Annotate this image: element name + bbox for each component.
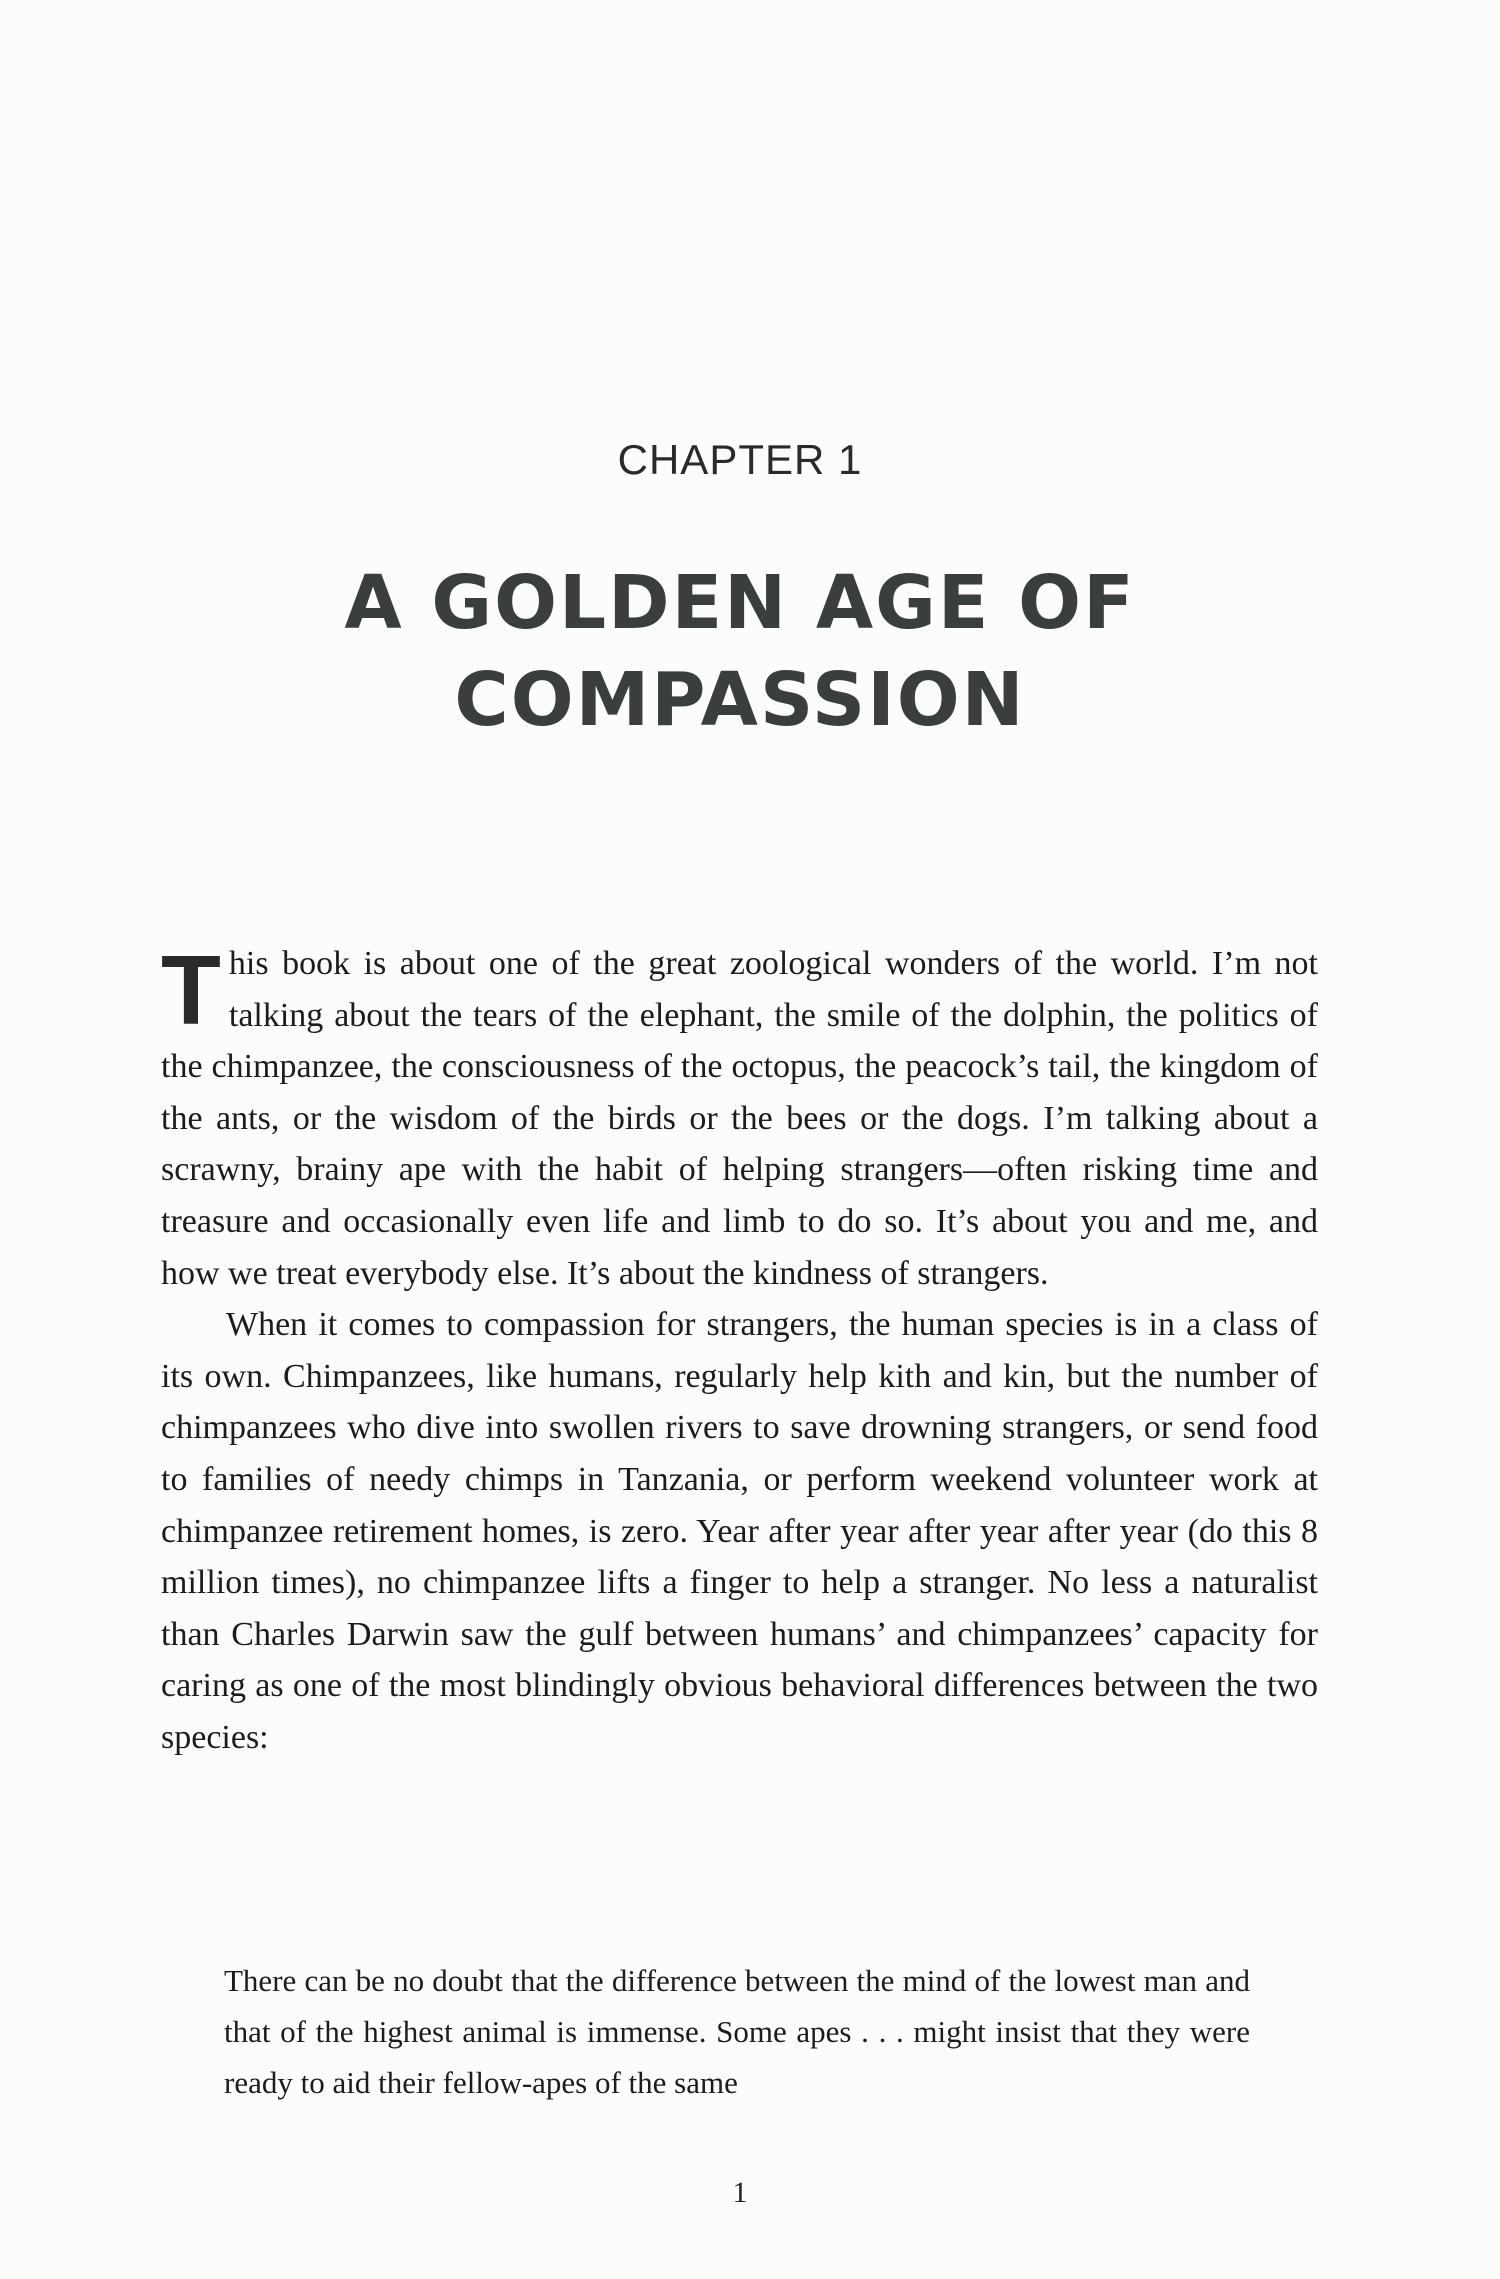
paragraph-2: When it comes to compassion for strangers, the human species is in a class of its own. Chimpanzees, like humans, regularly help kith and kin, but the number of chimpanzees who dive into swollen rivers to save drowning strangers, or send food to families of needy chimps in Tanzania, or perform weekend volunteer work at chimpanzee retirement homes, is zero. Year after year after year after year (do this 8 million times), no chimpanzee lifts a finger to help a stranger. No less a naturalist than Charles Darwin saw the gulf between humans’ and chimpanzees’ capacity for caring as one of the most blindingly obvious behavioral differences between the two species: [161,1306,1318,1756]
drop-cap: T [161,935,221,1045]
chapter-title-line-2: COMPASSION [454,657,1026,743]
chapter-label: CHAPTER 1 [617,436,863,483]
block-quote-text: There can be no doubt that the difference between the mind of the lowest man and that of the highest animal is immense. Some apes . . . might insist that they were ready to aid their fellow-apes of the same [224,1963,1250,2100]
block-quote [224,1955,1250,2108]
chapter-title [0,555,1480,749]
body-text [161,935,1318,1764]
paragraph-1 [161,935,1318,1299]
page-number: 1 [732,2176,748,2209]
paragraph-1-text: his book is about one of the great zoological wonders of the world. I’m not talking about the tears of the elephant, the smile of the dolphin, the politics of the chimpanzee, the consciousness of the octopus, the peacock’s tail, the kingdom of the ants, or the wisdom of the birds or the bees or the dogs. I’m talking about a scrawny, brainy ape with the habit of helping strangers—often risking time and treasure and occasionally even life and limb to do so. It’s about you and me, and how we treat everybody else. It’s about the kindness of strangers. [161,945,1318,1292]
chapter-title-line-1: A GOLDEN AGE OF [344,560,1136,646]
